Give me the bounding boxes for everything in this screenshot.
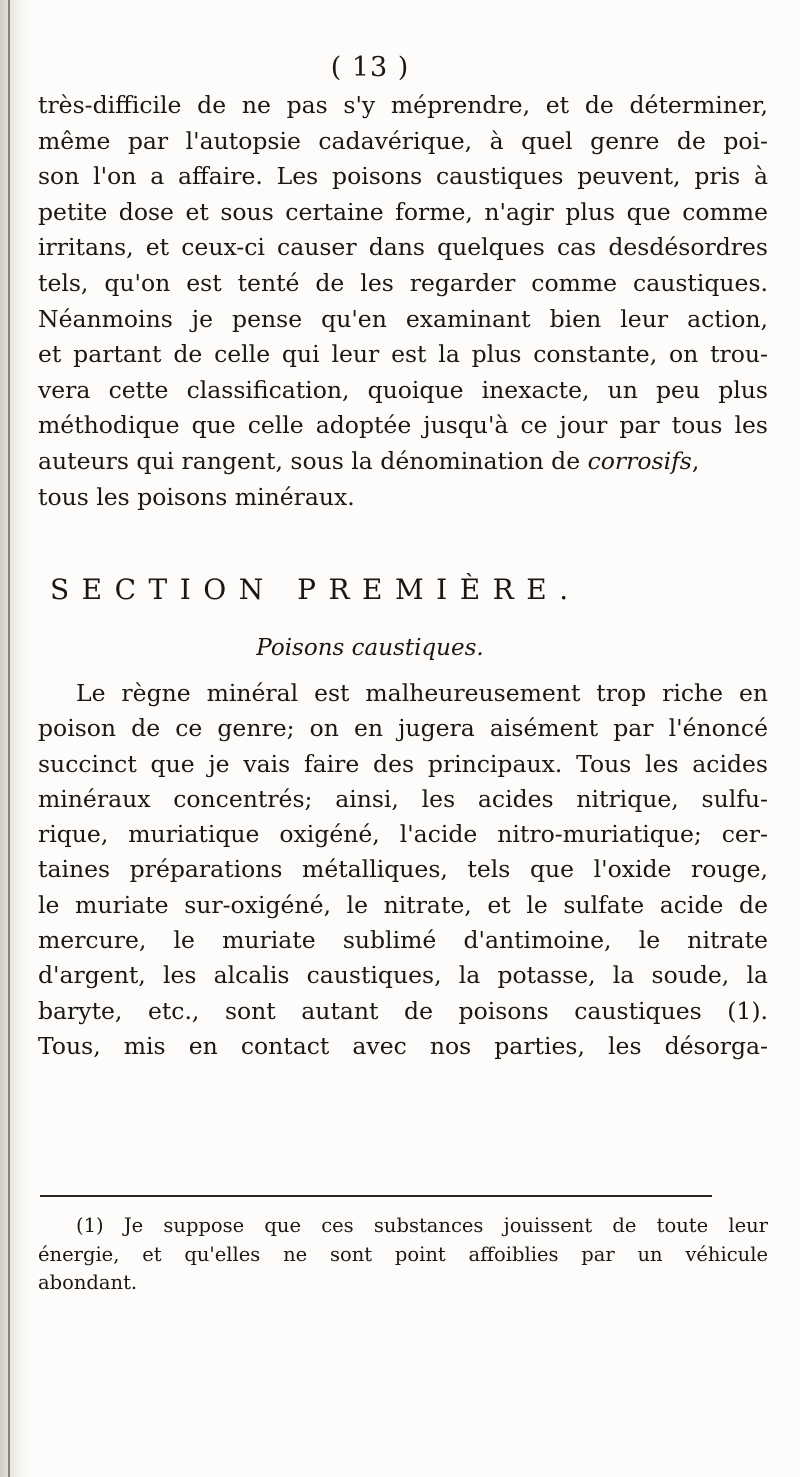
- footnote-line: (1) Je suppose que ces substances jouissent de toute leur: [76, 1214, 768, 1237]
- paragraph-1: [38, 88, 768, 515]
- section-heading: SECTION PREMIÈRE.: [50, 573, 581, 606]
- text-line: Le règne minéral est malheureusement trop riche en: [76, 679, 768, 707]
- text-line: Néanmoins je pense qu'en examinant bien leur action,: [38, 304, 768, 333]
- text-line: rique, muriatique oxigéné, l'acide nitro-muriatique; cer-: [38, 820, 768, 849]
- footnote-line: abondant.: [38, 1271, 138, 1294]
- text-line: même par l'autopsie cadavérique, à quel genre de poi-: [38, 126, 768, 155]
- text-line: poison de ce genre; on en jugera aisément par l'énoncé: [38, 714, 768, 743]
- text-line: taines préparations métalliques, tels que l'oxide rouge,: [38, 855, 768, 884]
- footnote: [38, 1212, 768, 1298]
- italic-term: corrosifs: [587, 446, 692, 475]
- page-number: ( 13 ): [330, 52, 410, 83]
- text-line: tels, qu'on est tenté de les regarder comme caustiques.: [38, 268, 768, 297]
- footnote-line: énergie, et qu'elles ne sont point affoiblies par un véhicule: [38, 1242, 768, 1266]
- binding-edge: [8, 0, 10, 1477]
- text-line: succinct que je vais faire des principaux. Tous les acides: [38, 749, 768, 778]
- text-fragment: auteurs qui rangent, sous la dénomination de: [38, 446, 588, 475]
- text-line: et partant de celle qui leur est la plus constante, on trou-: [38, 340, 768, 369]
- text-line: irritans, et ceux-ci causer dans quelques cas desdésordres: [38, 233, 768, 262]
- page-gutter-shadow: [0, 0, 30, 1477]
- footnote-separator: [40, 1195, 712, 1197]
- text-line: baryte, etc., sont autant de poisons caustiques (1).: [38, 996, 768, 1025]
- paragraph-2: [38, 676, 768, 1064]
- text-line: méthodique que celle adoptée jusqu'à ce jour par tous les: [38, 411, 768, 440]
- text-line: mercure, le muriate sublimé d'antimoine, le nitrate: [38, 926, 768, 955]
- text-line: son l'on a affaire. Les poisons caustiques peuvent, pris à: [38, 162, 768, 191]
- section-subtitle: Poisons caustiques.: [256, 635, 484, 661]
- text-line: petite dose et sous certaine forme, n'agir plus que comme: [38, 197, 768, 226]
- text-line: Tous, mis en contact avec nos parties, les désorga-: [38, 1031, 768, 1060]
- text-line: très-difficile de ne pas s'y méprendre, et de déterminer,: [38, 91, 768, 119]
- text-line: le muriate sur-oxigéné, le nitrate, et le sulfate acide de: [38, 890, 768, 919]
- text-line: minéraux concentrés; ainsi, les acides nitrique, sulfu-: [38, 784, 768, 813]
- text-line: d'argent, les alcalis caustiques, la potasse, la soude, la: [38, 961, 768, 990]
- text-line: tous les poisons minéraux.: [38, 482, 355, 511]
- text-fragment: ,: [691, 446, 700, 475]
- text-line: [38, 444, 768, 480]
- text-line: vera cette classification, quoique inexacte, un peu plus: [38, 375, 768, 404]
